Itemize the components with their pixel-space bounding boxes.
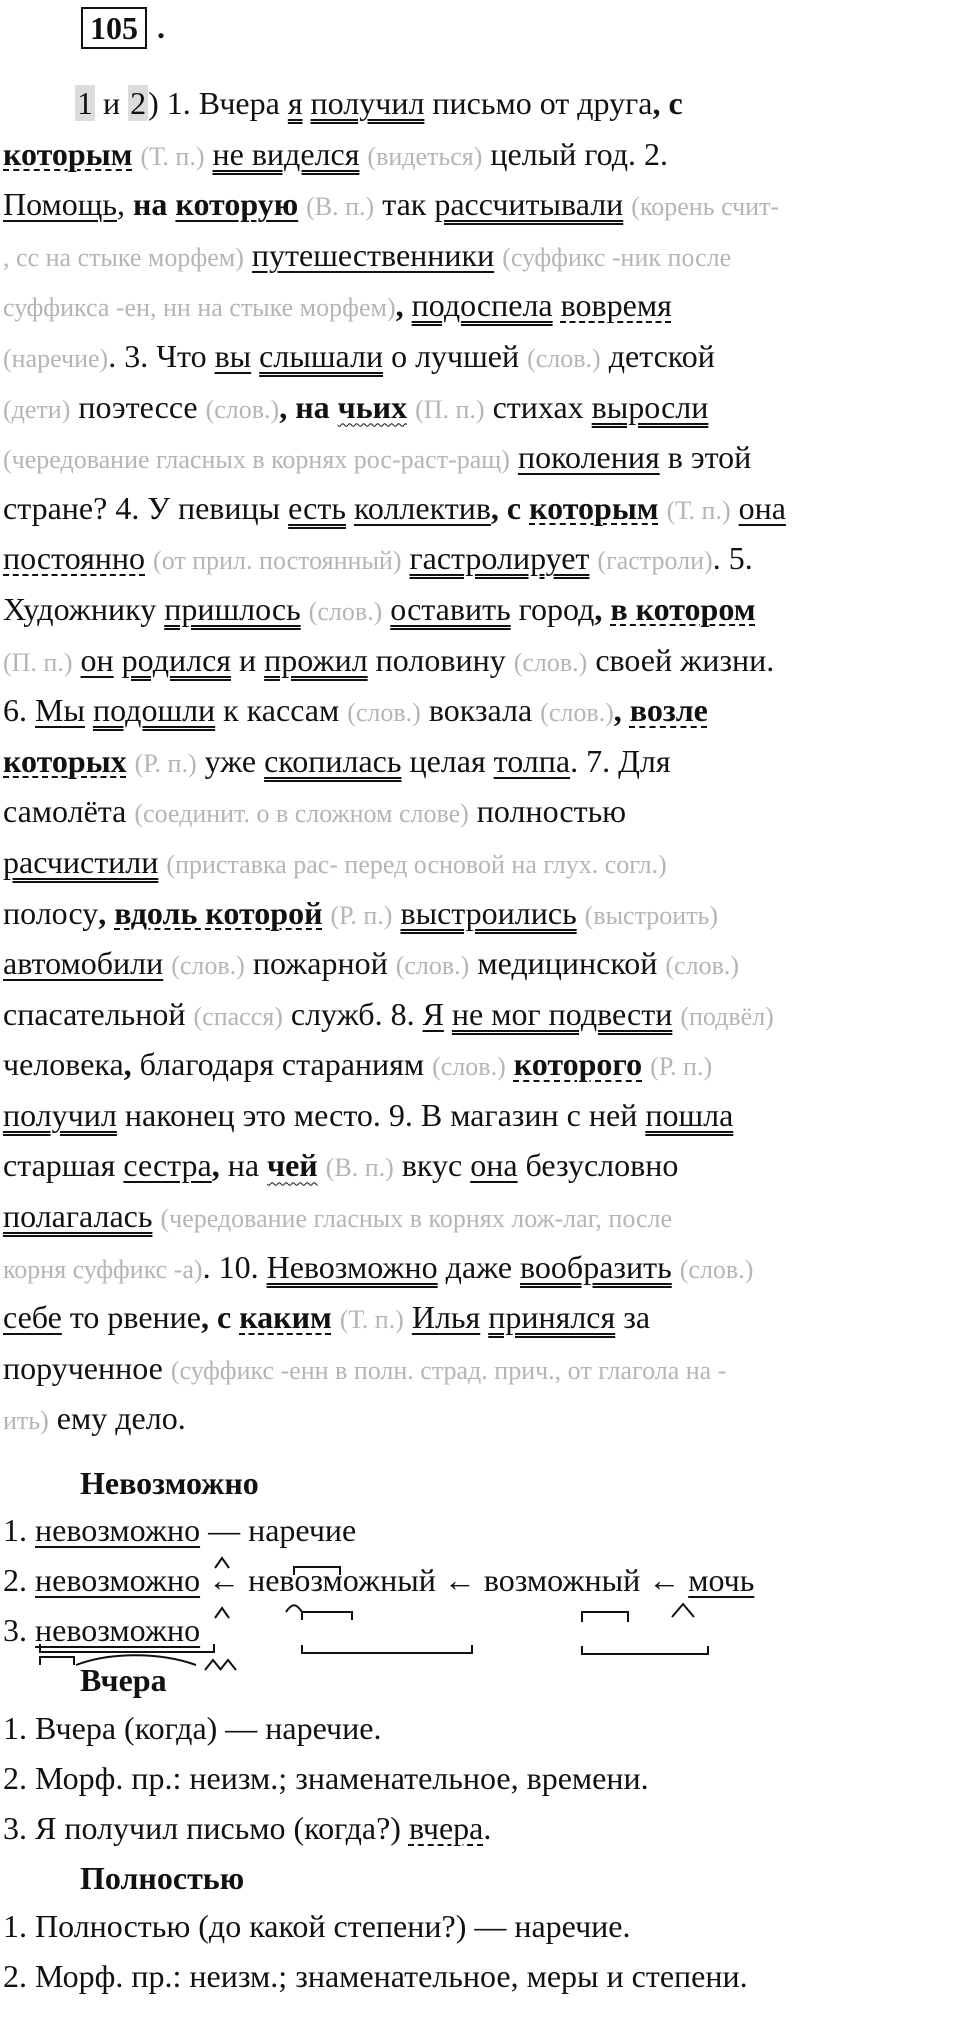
text-run: ← <box>200 1562 249 1598</box>
text-line <box>3 938 957 989</box>
section-item <box>3 1908 631 1945</box>
text-run <box>332 1299 340 1335</box>
text-line <box>3 1292 957 1343</box>
modifier: вовремя <box>560 287 672 324</box>
relative-word: которую <box>175 186 299 223</box>
predicate: я <box>287 85 303 121</box>
text-run: медицинской <box>469 945 666 982</box>
predicate: выстроились <box>400 894 577 931</box>
subject-or-object: автомобили <box>3 945 164 982</box>
text-line <box>3 584 957 635</box>
grammar-note: корня суффикс -а) <box>3 1254 203 1284</box>
text-run <box>114 642 122 678</box>
text-run: человека <box>3 1046 124 1083</box>
predicate: скопилась <box>264 742 402 779</box>
section-item <box>3 1958 748 1995</box>
text-run: старшая <box>3 1147 124 1184</box>
section-item <box>3 1810 491 1847</box>
text-run: наречие <box>248 1512 357 1548</box>
grammar-note: (слов.) <box>171 951 245 981</box>
predicate: гастролирует <box>409 540 590 577</box>
text-run: 1. Вчера (когда) — наречие. <box>3 1710 382 1746</box>
text-line <box>3 635 957 686</box>
grammar-note: (дети) <box>3 394 71 424</box>
predicate: полагалась <box>3 1198 153 1235</box>
text-run: наконец это место. 9. В магазин с ней <box>116 1096 646 1133</box>
grammar-note: (Р. п.) <box>134 748 197 778</box>
grammar-note: (слов.) <box>395 951 470 981</box>
text-run <box>301 591 309 627</box>
grammar-note: суффикса -ен, нн на стыке морфем) <box>3 293 396 323</box>
predicate: не мог подвести <box>451 995 673 1032</box>
grammar-note: (Р. п.) <box>330 900 393 930</box>
text-line <box>3 1140 957 1191</box>
grammar-note: , сс на стыке морфем) <box>3 242 244 272</box>
grammar-note: (гастроли) <box>597 546 713 576</box>
text-run: Художнику <box>3 590 165 627</box>
marker-2: 2 <box>130 85 147 121</box>
subject-or-object: невозможно <box>35 1512 201 1548</box>
subject-or-object: мочь <box>688 1562 755 1598</box>
grammar-note: (видеться) <box>367 141 483 171</box>
predicate: слышали <box>259 337 384 374</box>
section-item <box>3 1612 200 1649</box>
text-line <box>3 179 957 230</box>
text-run: , <box>613 692 622 729</box>
predicate: расчистили <box>3 843 159 880</box>
grammar-note: (слов.) <box>679 1254 754 1284</box>
section-title: Вчера <box>80 1662 167 1698</box>
text-run <box>323 895 331 931</box>
grammar-note: (В. п.) <box>325 1153 394 1183</box>
text-run: порученное <box>3 1349 171 1386</box>
text-run: поэтессе <box>70 388 206 425</box>
marker-1: 1 <box>77 85 93 121</box>
exercise-number: 105 <box>81 7 147 49</box>
text-run <box>444 996 452 1032</box>
text-run <box>731 490 739 526</box>
text-line <box>3 432 957 483</box>
text-line <box>3 786 957 837</box>
text-run: 2. Морф. пр.: неизм.; знаменательное, меры и степени. <box>3 1958 748 1994</box>
text-run: , <box>116 186 133 223</box>
text-run: . 3. Что <box>108 337 215 374</box>
text-run: 3. Я получил письмо (когда?) <box>3 1810 409 1846</box>
text-line <box>3 483 957 534</box>
text-run <box>85 692 93 728</box>
subject-or-object: он <box>80 641 114 678</box>
subject-or-object: сестра <box>123 1147 212 1184</box>
text-run <box>506 1046 514 1082</box>
grammar-note: (П. п.) <box>3 647 73 677</box>
text-run: , <box>98 894 107 931</box>
exercise-text <box>3 78 957 1444</box>
subject-or-object: Мы <box>35 692 85 729</box>
text-run: невозможный <box>248 1562 436 1598</box>
grammar-note: (слов.) <box>308 596 383 626</box>
relative-word: в котором <box>610 590 756 627</box>
text-run: целый год. 2. <box>482 135 669 172</box>
text-run: , <box>123 1046 132 1083</box>
grammar-note: (приставка рас- перед основой на глух. согл.) <box>166 849 667 879</box>
text-run: . 7. Для <box>570 742 671 779</box>
text-run: возможный <box>483 1562 641 1598</box>
text-line <box>3 888 957 939</box>
text-run <box>251 338 259 374</box>
grammar-note: (спасся) <box>193 1001 283 1031</box>
section-item <box>3 1710 381 1747</box>
relative-word <box>622 692 630 728</box>
grammar-note: (Т. п.) <box>339 1305 404 1335</box>
grammar-note: (слов.) <box>665 951 739 981</box>
text-run <box>494 237 502 273</box>
predicate: подошли <box>92 692 216 729</box>
modifier: постоянно <box>3 540 146 577</box>
relative-word: с <box>498 489 530 526</box>
subject-or-object: поколения <box>517 439 660 476</box>
text-run: о лучшей <box>383 337 528 374</box>
predicate: принялся <box>488 1299 616 1336</box>
grammar-note: (чередование гласных в корнях лож-лаг, после <box>160 1204 673 1234</box>
text-run: так <box>374 186 435 223</box>
relative-word: на <box>287 388 338 425</box>
grammar-note: (наречие) <box>3 343 109 373</box>
text-run: то рвение <box>61 1299 201 1336</box>
text-run <box>659 490 667 526</box>
text-run: . 10. <box>202 1248 267 1285</box>
predicate: рассчитывали <box>434 186 624 223</box>
text-line <box>3 230 957 281</box>
predicate: пошла <box>645 1096 734 1133</box>
text-run: 1. <box>3 1512 35 1548</box>
text-run: . <box>483 1810 492 1846</box>
marker-paren: ) <box>148 85 159 121</box>
subject-or-object: себе <box>3 1299 62 1336</box>
text-line <box>3 736 957 787</box>
text-line <box>3 1191 957 1242</box>
text-run: на <box>219 1147 268 1184</box>
text-run: стихах <box>484 388 592 425</box>
text-run <box>672 1249 680 1285</box>
grammar-note: (слов.) <box>347 698 421 728</box>
text-run: , <box>490 489 499 526</box>
text-line <box>3 1090 957 1141</box>
grammar-note: (П. п.) <box>415 394 485 424</box>
grammar-note: ить) <box>3 1406 49 1436</box>
text-line <box>3 685 957 736</box>
relative-word: возле <box>629 692 708 729</box>
text-run: служб. 8. <box>282 995 423 1032</box>
text-line <box>3 533 957 584</box>
text-run: , <box>279 388 288 425</box>
text-run <box>298 186 306 222</box>
text-run: , <box>201 1299 209 1336</box>
text-run: — <box>200 1512 249 1548</box>
grammar-note: (выстроить) <box>584 900 719 930</box>
subject-or-object: она <box>470 1147 518 1184</box>
text-run <box>407 389 415 425</box>
text-run: полностью <box>468 793 627 830</box>
text-run <box>145 540 153 576</box>
text-run: вокзала <box>420 692 541 729</box>
grammar-note: (слов.) <box>513 647 588 677</box>
text-run <box>244 237 252 273</box>
text-line <box>3 1242 957 1293</box>
text-run: и <box>231 641 265 678</box>
text-run: детской <box>600 337 715 374</box>
relative-word: которым <box>3 135 133 172</box>
text-run: целая <box>401 742 494 779</box>
grammar-note: (В. п.) <box>306 192 375 222</box>
predicate: оставить <box>390 590 511 627</box>
text-line <box>3 1343 957 1394</box>
text-line <box>3 1393 957 1444</box>
predicate: выросли <box>591 388 709 425</box>
text-line <box>3 129 957 180</box>
subject-or-object: невозможно <box>35 1562 201 1598</box>
subject-or-object: путешественники <box>251 236 495 273</box>
section-item <box>3 1760 649 1797</box>
text-run: , <box>652 85 661 121</box>
grammar-note: (слов.) <box>205 394 280 424</box>
grammar-note: (суффикс -ник после <box>502 242 732 272</box>
subject-or-object: толпа <box>493 742 571 779</box>
text-run: , <box>594 590 603 627</box>
grammar-note: (слов.) <box>432 1052 506 1082</box>
text-run: стране? 4. У певицы <box>3 489 289 526</box>
text-run: 3. <box>3 1612 35 1648</box>
text-run: уже <box>196 742 265 779</box>
section-item <box>3 1512 356 1549</box>
text-run: 6. <box>3 692 35 729</box>
predicate: получил <box>310 85 425 121</box>
relative-word: которых <box>3 742 127 779</box>
predicate: подоспела <box>411 287 553 324</box>
predicate: получил <box>3 1096 117 1133</box>
text-run <box>577 895 585 931</box>
text-run: даже <box>437 1248 521 1285</box>
text-line-intro <box>3 78 957 129</box>
text-run <box>346 490 354 526</box>
predicate: не виделся <box>212 135 360 172</box>
text-run: 1. Вчера <box>166 85 288 121</box>
text-run: , <box>211 1147 220 1184</box>
predicate: родился <box>121 641 232 678</box>
text-run: безусловно <box>517 1147 679 1184</box>
grammar-note: (суффикс -енн в полн. страд. прич., от глагола на - <box>170 1355 727 1385</box>
text-run: самолёта <box>3 793 135 830</box>
grammar-note: (Р. п.) <box>650 1052 713 1082</box>
text-run <box>127 743 135 779</box>
text-run: спасательной <box>3 995 194 1032</box>
text-run: 2. <box>3 1562 35 1598</box>
subject-or-object: Я <box>422 995 444 1032</box>
text-run <box>404 1299 412 1335</box>
text-run: вкус <box>393 1147 471 1184</box>
grammar-note: (корень счит- <box>631 192 780 222</box>
relative-word: чьих <box>337 388 408 425</box>
text-run: ему дело. <box>48 1400 186 1437</box>
text-run: ← <box>435 1562 484 1598</box>
text-run: , <box>395 287 404 324</box>
modifier: вчера <box>408 1810 484 1846</box>
text-run <box>553 287 561 323</box>
section-title: Полностью <box>80 1860 245 1896</box>
text-line <box>3 331 957 382</box>
text-run: . 5. <box>712 540 753 577</box>
relative-word: которым <box>529 489 659 526</box>
text-line <box>3 1039 957 1090</box>
text-run: ← <box>640 1562 689 1598</box>
subject-or-object: Помощь <box>3 186 117 223</box>
text-run: письмо от друга <box>424 85 653 121</box>
relative-word: каким <box>239 1299 332 1336</box>
text-run: половину <box>367 641 514 678</box>
text-line <box>3 989 957 1040</box>
relative-word: вдоль которой <box>114 894 323 931</box>
text-line <box>3 382 957 433</box>
relative-word: чей <box>267 1147 318 1184</box>
text-run: благодаря стараниям <box>131 1046 433 1083</box>
relative-word: которого <box>513 1046 643 1083</box>
text-line <box>3 837 957 888</box>
section-item <box>3 1562 754 1599</box>
relative-word: на <box>132 186 176 223</box>
predicate: Невозможно <box>266 1248 438 1285</box>
predicate: вообразить <box>520 1248 672 1285</box>
text-run: за <box>615 1299 651 1336</box>
grammar-note: (Т. п.) <box>666 495 731 525</box>
text-run <box>642 1046 650 1082</box>
subject-or-object: невозможно <box>35 1612 201 1648</box>
grammar-note: (слов.) <box>527 343 601 373</box>
grammar-note: (подвёл) <box>680 1001 774 1031</box>
predicate: прожил <box>264 641 368 678</box>
subject-or-object: она <box>738 489 786 526</box>
marker-conj: и <box>103 85 121 121</box>
text-run <box>318 1147 326 1183</box>
text-run: своей жизни. <box>587 641 775 678</box>
text-run: полосу <box>3 894 99 931</box>
text-run <box>303 85 311 121</box>
text-run: город <box>510 590 595 627</box>
text-run <box>510 439 518 475</box>
subject-or-object: вы <box>214 337 252 374</box>
predicate: есть <box>288 489 346 526</box>
text-run <box>404 287 412 323</box>
text-run: пожарной <box>244 945 396 982</box>
subject-or-object: Илья <box>411 1299 481 1336</box>
text-run: к кассам <box>215 692 348 729</box>
grammar-note: (Т. п.) <box>140 141 205 171</box>
text-line <box>3 280 957 331</box>
text-run: 2. Морф. пр.: неизм.; знаменательное, времени. <box>3 1760 649 1796</box>
subject-or-object: коллектив <box>353 489 491 526</box>
exercise-number-dot: . <box>157 9 165 45</box>
relative-word: с <box>660 85 683 121</box>
grammar-note: (чередование гласных в корнях рос-раст-ращ) <box>3 445 510 475</box>
section-title: Невозможно <box>80 1465 259 1501</box>
grammar-note: (от прил. постоянный) <box>153 546 402 576</box>
text-run: 1. Полностью (до какой степени?) — наречие. <box>3 1908 631 1944</box>
relative-word: с <box>209 1299 240 1336</box>
predicate: пришлось <box>164 590 301 627</box>
text-run <box>73 642 81 678</box>
grammar-note: (слов.) <box>540 698 614 728</box>
grammar-note: (соединит. о в сложном слове) <box>134 799 469 829</box>
text-run: в этой <box>659 439 752 476</box>
